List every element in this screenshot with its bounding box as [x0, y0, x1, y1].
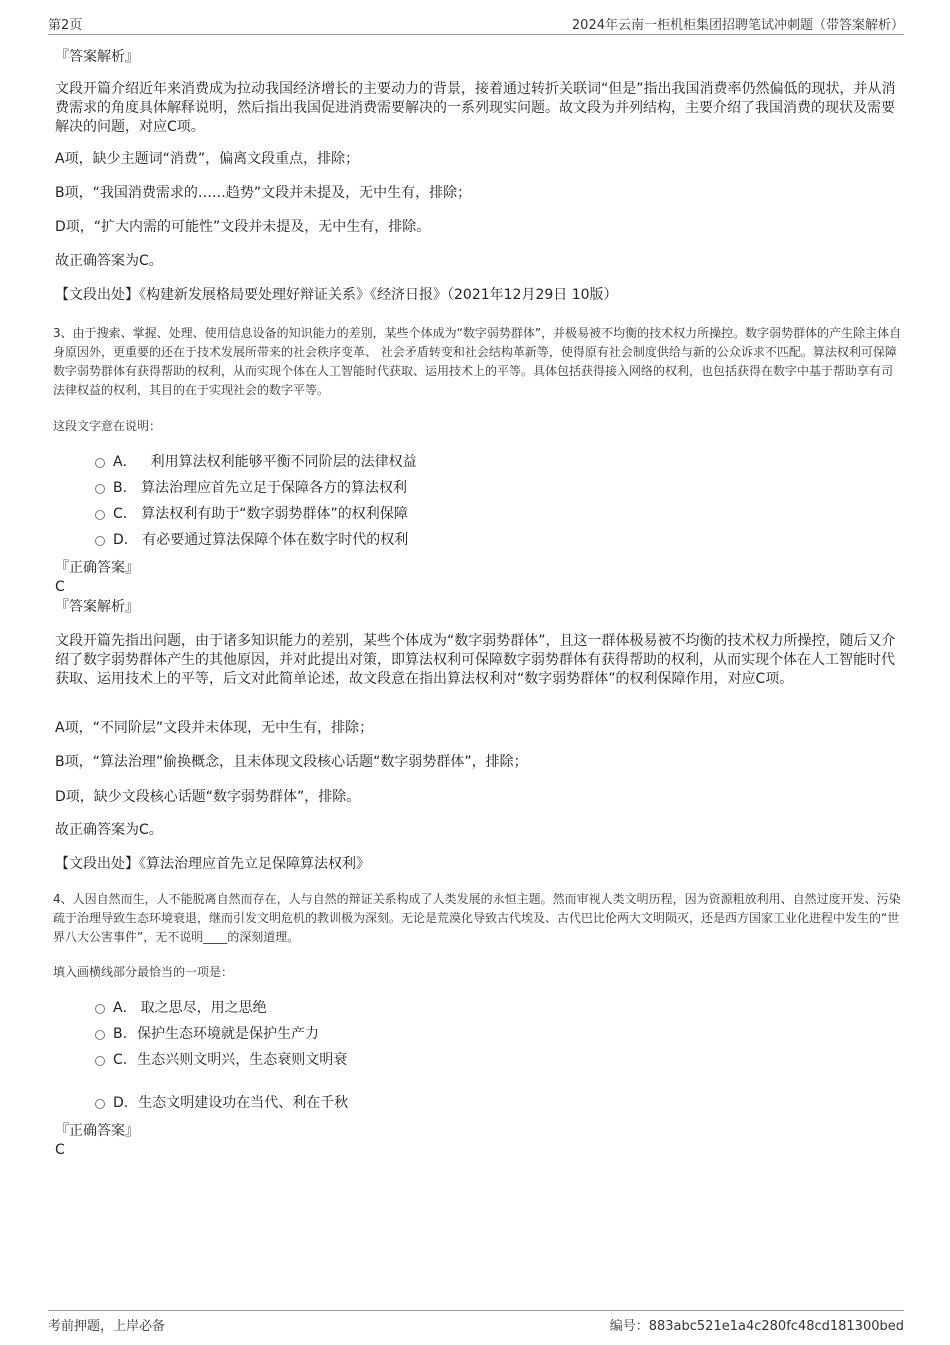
q4-option-a[interactable] [95, 998, 267, 1018]
option-text: 算法权利有助于“数字弱势群体”的权利保障 [141, 506, 408, 522]
q4-stem: 4、人因自然而生，人不能脱离自然而存在，人与自然的辩证关系构成了人类发展的永恒主题。然而审视人类文明历程，因为资源粗放利用、自然过度开发、污染疏于治理导致生态环境衰退，继而引发文明危机的教训极为深刻。无论是荒漠化导致古代埃及、古代巴比伦两大文明陨灭，还是西方国家工业化进程中发生的“世界八大公害事件”，无不说明____的深刻道理。 [53, 892, 901, 944]
q4-question: 填入画横线部分最恰当的一项是： [53, 965, 234, 979]
q4-option-d[interactable] [95, 1093, 348, 1113]
q3-option-a[interactable] [95, 452, 417, 472]
radio-icon[interactable] [95, 1004, 105, 1014]
q3-answer: C [55, 579, 65, 595]
radio-icon[interactable] [95, 536, 105, 546]
q2-option-b-analysis: B项，“我国消费需求的……趋势”文段并未提及，无中生有，排除； [55, 185, 472, 201]
option-text: 生态文明建设功在当代、利在千秋 [138, 1095, 349, 1111]
q3-option-b[interactable] [95, 478, 407, 498]
radio-icon[interactable] [95, 510, 105, 520]
q3-option-d-analysis: D项，缺少文段核心话题“数字弱势群体”，排除。 [55, 789, 361, 805]
q3-conclusion: 故正确答案为C。 [55, 822, 163, 838]
q4-option-b[interactable] [95, 1024, 319, 1044]
document-id: 编号：883abc521e1a4c280fc48cd181300bed [609, 1319, 904, 1334]
q3-question: 这段文字意在说明： [53, 419, 162, 433]
q3-option-a-analysis: A项，“不同阶层”文段并未体现，无中生有，排除； [55, 720, 374, 736]
option-key: B. [113, 480, 128, 496]
option-text: 取之思尽，用之思绝 [140, 1000, 267, 1016]
option-key: C. [113, 1052, 128, 1068]
option-key: B. [113, 1026, 128, 1042]
q4-option-c[interactable] [95, 1050, 347, 1070]
option-key: D. [113, 1095, 129, 1111]
option-key: A． [113, 1000, 137, 1016]
option-text: 生态兴则文明兴，生态衰则文明衰 [137, 1052, 348, 1068]
radio-icon[interactable] [95, 1056, 105, 1066]
q2-source: 【文段出处】《构建新发展格局要处理好辩证关系》《经济日报》（2021年12月29日 10版） [55, 287, 618, 303]
option-key: C. [113, 506, 128, 522]
q2-conclusion: 故正确答案为C。 [55, 253, 163, 269]
q3-option-b-analysis: B项，“算法治理”偷换概念，且未体现文段核心话题“数字弱势群体”，排除； [55, 754, 528, 770]
page-number: 第2页 [48, 18, 83, 33]
option-text: 利用算法权利能够平衡不同阶层的法律权益 [150, 454, 417, 470]
q3-analysis-text: 文段开篇先指出问题，由于诸多知识能力的差别，某些个体成为“数字弱势群体”，且这一群体极易被不均衡的技术权力所操控，随后又介绍了数字弱势群体产生的其他原因，并对此提出对策，即算法权利可保障数字弱势群体有获得帮助的权利，从而实现个体在人工智能时代获取、运用技术上的平等，后文对此简单论述，故文段意在指出算法权利对“数字弱势群体”的权利保障作用，对应C项。 [55, 633, 896, 687]
q3-option-d[interactable] [95, 530, 408, 550]
q4-answer-label: 『正确答案』 [55, 1123, 139, 1139]
document-title: 2024年云南一柜机柜集团招聘笔试冲刺题（带答案解析） [571, 18, 904, 33]
option-text: 保护生态环境就是保护生产力 [137, 1026, 320, 1042]
q2-analysis-label: 『答案解析』 [55, 49, 139, 65]
footer-slogan: 考前押题，上岸必备 [48, 1319, 166, 1334]
q3-source: 【文段出处】《算法治理应首先立足保障算法权利》 [55, 856, 370, 872]
page-footer [48, 1310, 904, 1335]
q2-option-d-analysis: D项，“扩大内需的可能性”文段并未提及，无中生有，排除。 [55, 219, 431, 235]
radio-icon[interactable] [95, 1030, 105, 1040]
page-header [48, 12, 904, 35]
q3-stem: 3、由于搜索、掌握、处理、使用信息设备的知识能力的差别，某些个体成为“数字弱势群体”，并极易被不均衡的技术权力所操控。数字弱势群体的产生除主体自身原因外，更重要的还在于技术发展所带来的社会秩序变革、 社会矛盾转变和社会结构革新等，使得原有社会制度供给与新的公众诉求不匹配。算法权利可保障数字弱势群体有获得帮助的权利，从而实现个体在人工智能时代获取、运用技术上的平等。具体包括获得接入网络的权利，也包括获得在数字中基于帮助享有司法律权益的权利，其目的在于实现社会的数字平等。 [53, 326, 902, 397]
q4-answer: C [55, 1142, 65, 1158]
radio-icon[interactable] [95, 458, 105, 468]
option-text: 有必要通过算法保障个体在数字时代的权利 [142, 532, 409, 548]
q3-option-c[interactable] [95, 504, 408, 524]
q3-answer-label: 『正确答案』 [55, 560, 139, 576]
option-key: A． [113, 454, 137, 470]
q2-option-a-analysis: A项，缺少主题词“消费”，偏离文段重点，排除； [55, 151, 360, 167]
q3-analysis-label: 『答案解析』 [55, 599, 139, 615]
radio-icon[interactable] [95, 1099, 105, 1109]
option-text: 算法治理应首先立足于保障各方的算法权利 [141, 480, 408, 496]
radio-icon[interactable] [95, 484, 105, 494]
q2-analysis-text: 文段开篇介绍近年来消费成为拉动我国经济增长的主要动力的背景，接着通过转折关联词“但是”指出我国消费率仍然偏低的现状，并从消费需求的角度具体解释说明，然后指出我国促进消费需要解决的一系列现实问题。故文段为并列结构，主要介绍了我国消费的现状及需要解决的问题，对应C项。 [55, 81, 896, 135]
option-key: D. [113, 532, 129, 548]
